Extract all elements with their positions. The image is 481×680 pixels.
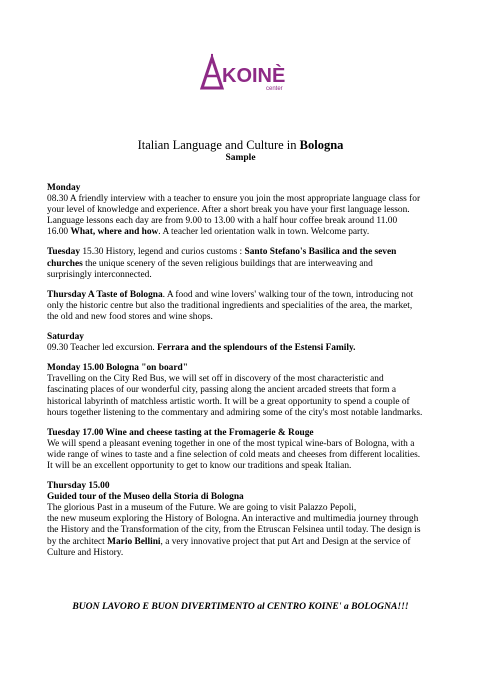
text-line: We will spend a pleasant evening together in one of the most typical wine-bars of Bologna, with a — [47, 438, 415, 449]
section-subheading: Guided tour of the Museo della Storia di Bologna — [47, 492, 244, 503]
section-monday-2 — [47, 363, 447, 418]
text-line: the new museum exploring the History of Bologna. An interactive and multimedia journey through — [47, 514, 419, 525]
text-line: Language lessons each day are from 9.00 to 13.00 with a half hour coffee break around 11.00 — [47, 216, 398, 227]
text-line: wide range of wines to taste and a fine selection of cold meats and cheeses from different localities. — [47, 449, 421, 460]
text-line: the old and new food stores and wine shops. — [47, 311, 213, 322]
text-line — [47, 259, 447, 270]
section-heading: Monday 15.00 Bologna "on board" — [47, 363, 188, 374]
activity-text: . A teacher led orientation walk in town. Welcome party. — [158, 227, 370, 238]
text-line: hours together listening to the commentary and admiring some of the city's most notable landmarks. — [47, 407, 423, 418]
activity-title: churches — [47, 258, 83, 269]
koine-logo — [196, 52, 292, 92]
itinerary — [47, 183, 447, 568]
section-heading: Tuesday 17.00 Wine and cheese tasting at the Fromagerie & Rouge — [47, 427, 314, 438]
section-monday — [47, 183, 447, 238]
activity-text: . A food and wine lovers' walking tour of the town, introducing not — [162, 289, 414, 300]
section-tuesday-2 — [47, 428, 447, 472]
section-thursday-1 — [47, 290, 447, 323]
page-subtitle: Sample — [225, 153, 256, 163]
activity-text: 15.30 History, legend and curios customs : — [80, 247, 245, 258]
section-tuesday-1 — [47, 247, 447, 280]
section-heading: Monday — [47, 183, 81, 193]
text-line — [47, 290, 447, 301]
section-saturday — [47, 332, 447, 354]
logo-subtext: center — [266, 86, 283, 92]
activity-title: Santo Stefano's Basilica and the seven — [244, 247, 397, 258]
architect-name: Mario Bellini — [107, 536, 161, 547]
text-line: The glorious Past in a museum of the Future. We are going to visit Palazzo Pepoli, — [47, 503, 357, 514]
activity-text: by the architect — [47, 536, 108, 547]
section-heading: Thursday 15.00 — [47, 481, 110, 492]
text-line: surprisingly interconnected. — [47, 269, 152, 280]
text-line — [47, 343, 447, 354]
activity-title: What, where and how — [70, 227, 159, 238]
text-line: fascinating places of our wonderful city, passing along the ancient arcaded streets that form a — [47, 385, 397, 396]
text-line: Culture and History. — [47, 547, 124, 558]
activity-title: Ferrara and the splendours of the Estensi Family. — [157, 343, 356, 354]
activity-title: Thursday A Taste of Bologna — [47, 289, 163, 300]
day-label: Tuesday — [47, 247, 81, 258]
text-line: 08.30 A friendly interview with a teacher to ensure you join the most appropriate language class for — [47, 194, 421, 205]
page-title — [0, 138, 481, 153]
text-line: only the historic centre but also the traditional ingredients and specialities of the area, the market, — [47, 300, 413, 311]
section-thursday-2 — [47, 481, 447, 559]
activity-text: the unique scenery of the seven religious buildings that are interweaving and — [82, 258, 373, 269]
activity-text: 09.30 Teacher led excursion. — [47, 343, 158, 354]
text-line — [47, 227, 447, 238]
time: 16.00 — [47, 227, 71, 238]
activity-text: , a very innovative project that put Art and Design at the service of — [160, 536, 411, 547]
text-line: Travelling on the City Red Bus, we will set off in discovery of the most characteristic and — [47, 374, 384, 385]
text-line: It will be an excellent opportunity to get to know our traditions and speak Italian. — [47, 460, 352, 471]
logo-text: KOINÈ — [222, 65, 286, 87]
title-city: Bologna — [299, 138, 344, 152]
title-prefix: Italian Language and Culture in — [137, 138, 300, 152]
text-line: your level of knowledge and experience. After a short break you have your first language lesson. — [47, 205, 410, 216]
text-line — [47, 247, 447, 258]
text-line: the History and the Transformation of the city, from the Etruscan Felsinea until today. The design is — [47, 525, 421, 536]
koine-tower-icon — [196, 52, 292, 92]
text-line: historical labyrinth of matchless artistic worth. It will be a great opportunity to spend a couple of — [47, 396, 410, 407]
section-heading: Saturday — [47, 332, 84, 343]
text-line — [47, 537, 447, 548]
closing-message: BUON LAVORO E BUON DIVERTIMENTO al CENTRO KOINE' a BOLOGNA!!! — [72, 601, 409, 612]
